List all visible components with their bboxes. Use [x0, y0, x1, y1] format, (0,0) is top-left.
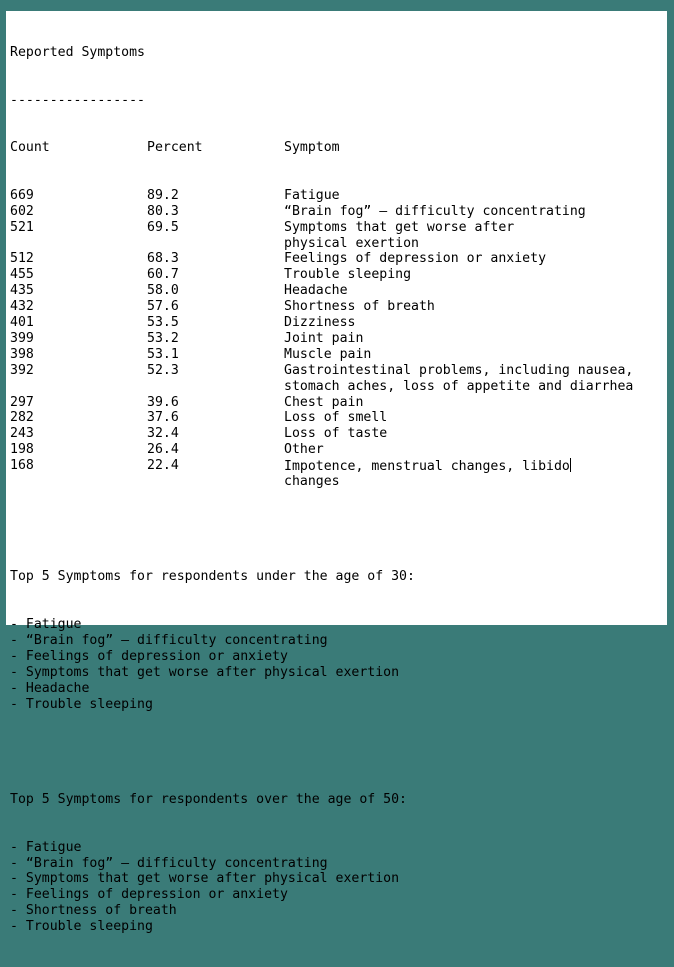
symptom-table: [10, 188, 633, 490]
list-item: - Symptoms that get worse after physical exertion: [10, 871, 400, 887]
table-row: [10, 331, 633, 347]
list-item: - Feelings of depression or anxiety: [10, 648, 288, 664]
percent-cell: 26.4: [147, 442, 179, 458]
percent-cell: 58.0: [147, 283, 179, 299]
symptom-cell: Trouble sleeping: [284, 267, 412, 283]
count-cell: 512: [10, 251, 34, 267]
percent-cell: 80.3: [147, 203, 179, 219]
count-cell: 398: [10, 346, 34, 362]
symptom-cell: Joint pain: [284, 330, 364, 346]
count-cell: 401: [10, 315, 34, 331]
percent-cell: 37.6: [147, 410, 179, 426]
symptom-cell: Chest pain: [284, 394, 364, 410]
percent-cell: 89.2: [147, 187, 179, 203]
table-row: [10, 188, 633, 204]
percent-cell: 69.5: [147, 219, 179, 235]
symptom-cell: “Brain fog” — difficulty concentrating: [284, 203, 586, 219]
percent-cell: 57.6: [147, 299, 179, 315]
list-item: - “Brain fog” — difficulty concentrating: [10, 855, 328, 871]
count-cell: 282: [10, 410, 34, 426]
symptom-cell: physical exertion: [284, 235, 419, 251]
count-cell: 392: [10, 362, 34, 378]
percent-cell: [147, 236, 284, 252]
header-symptom: Symptom: [284, 140, 340, 156]
table-row: [10, 315, 633, 331]
header-percent: Percent: [147, 140, 203, 156]
symptom-cell: Impotence, menstrual changes, libido: [284, 459, 570, 475]
symptom-cell: Fatigue: [284, 187, 340, 203]
table-row: [10, 251, 633, 267]
count-cell: 435: [10, 283, 34, 299]
list-item: - Fatigue: [10, 617, 82, 633]
list-item: - Symptoms that get worse after physical exertion: [10, 664, 400, 680]
count-cell: 168: [10, 458, 34, 474]
symptom-cell: Loss of smell: [284, 410, 388, 426]
table-row: [10, 410, 633, 426]
count-cell: 243: [10, 426, 34, 442]
header-count: Count: [10, 140, 50, 156]
document-text[interactable]: [10, 13, 633, 967]
count-cell: [10, 236, 147, 252]
percent-cell: 60.7: [147, 267, 179, 283]
over50-heading: Top 5 Symptoms for respondents over the age of 50:: [10, 791, 407, 807]
list-item: - Trouble sleeping: [10, 919, 153, 935]
table-row: [10, 442, 633, 458]
list-item: - Fatigue: [10, 839, 82, 855]
list-item: - Shortness of breath: [10, 903, 177, 919]
table-row: [10, 474, 633, 490]
over50-list: [10, 840, 633, 935]
list-item: - Feelings of depression or anxiety: [10, 887, 288, 903]
percent-cell: 32.4: [147, 426, 179, 442]
count-cell: 432: [10, 299, 34, 315]
table-row: [10, 458, 633, 474]
under30-heading: Top 5 Symptoms for respondents under the age of 30:: [10, 569, 415, 585]
symptom-cell: Muscle pain: [284, 346, 372, 362]
symptom-cell: Headache: [284, 283, 348, 299]
symptom-cell: Loss of taste: [284, 426, 388, 442]
table-row: [10, 426, 633, 442]
table-row: [10, 220, 633, 236]
percent-cell: 22.4: [147, 458, 179, 474]
symptom-cell: changes: [284, 473, 340, 489]
table-header: [10, 140, 633, 156]
table-row: [10, 283, 633, 299]
count-cell: 198: [10, 442, 34, 458]
count-cell: 297: [10, 394, 34, 410]
list-item: - “Brain fog” — difficulty concentrating: [10, 632, 328, 648]
text-editor-panel[interactable]: [6, 11, 667, 935]
table-row: [10, 267, 633, 283]
count-cell: [10, 379, 147, 395]
table-row: [10, 379, 633, 395]
blank-line: [10, 522, 633, 538]
table-row: [10, 363, 633, 379]
count-cell: 399: [10, 330, 34, 346]
symptom-cell: Other: [284, 442, 324, 458]
table-row: [10, 236, 633, 252]
percent-cell: 39.6: [147, 394, 179, 410]
table-row: [10, 299, 633, 315]
symptom-cell: stomach aches, loss of appetite and diarrhea: [284, 378, 634, 394]
under30-list: [10, 617, 633, 712]
symptom-cell: Gastrointestinal problems, including nausea,: [284, 362, 634, 378]
percent-cell: 52.3: [147, 362, 179, 378]
count-cell: 669: [10, 187, 34, 203]
count-cell: 521: [10, 219, 34, 235]
percent-cell: 53.2: [147, 330, 179, 346]
document-title: Reported Symptoms: [10, 44, 145, 60]
percent-cell: 68.3: [147, 251, 179, 267]
title-divider: -----------------: [10, 92, 145, 108]
list-item: - Headache: [10, 680, 90, 696]
table-row: [10, 395, 633, 411]
blank-line: [10, 744, 633, 760]
percent-cell: [147, 474, 284, 490]
table-row: [10, 347, 633, 363]
percent-cell: 53.1: [147, 346, 179, 362]
count-cell: [10, 474, 147, 490]
list-item: - Trouble sleeping: [10, 696, 153, 712]
symptom-cell: Dizziness: [284, 315, 356, 331]
table-row: [10, 204, 633, 220]
count-cell: 602: [10, 203, 34, 219]
percent-cell: 53.5: [147, 315, 179, 331]
text-cursor: [570, 458, 571, 472]
symptom-cell: Feelings of depression or anxiety: [284, 251, 547, 267]
symptom-cell: Shortness of breath: [284, 299, 435, 315]
percent-cell: [147, 379, 284, 395]
symptom-cell: Symptoms that get worse after: [284, 219, 515, 235]
count-cell: 455: [10, 267, 34, 283]
